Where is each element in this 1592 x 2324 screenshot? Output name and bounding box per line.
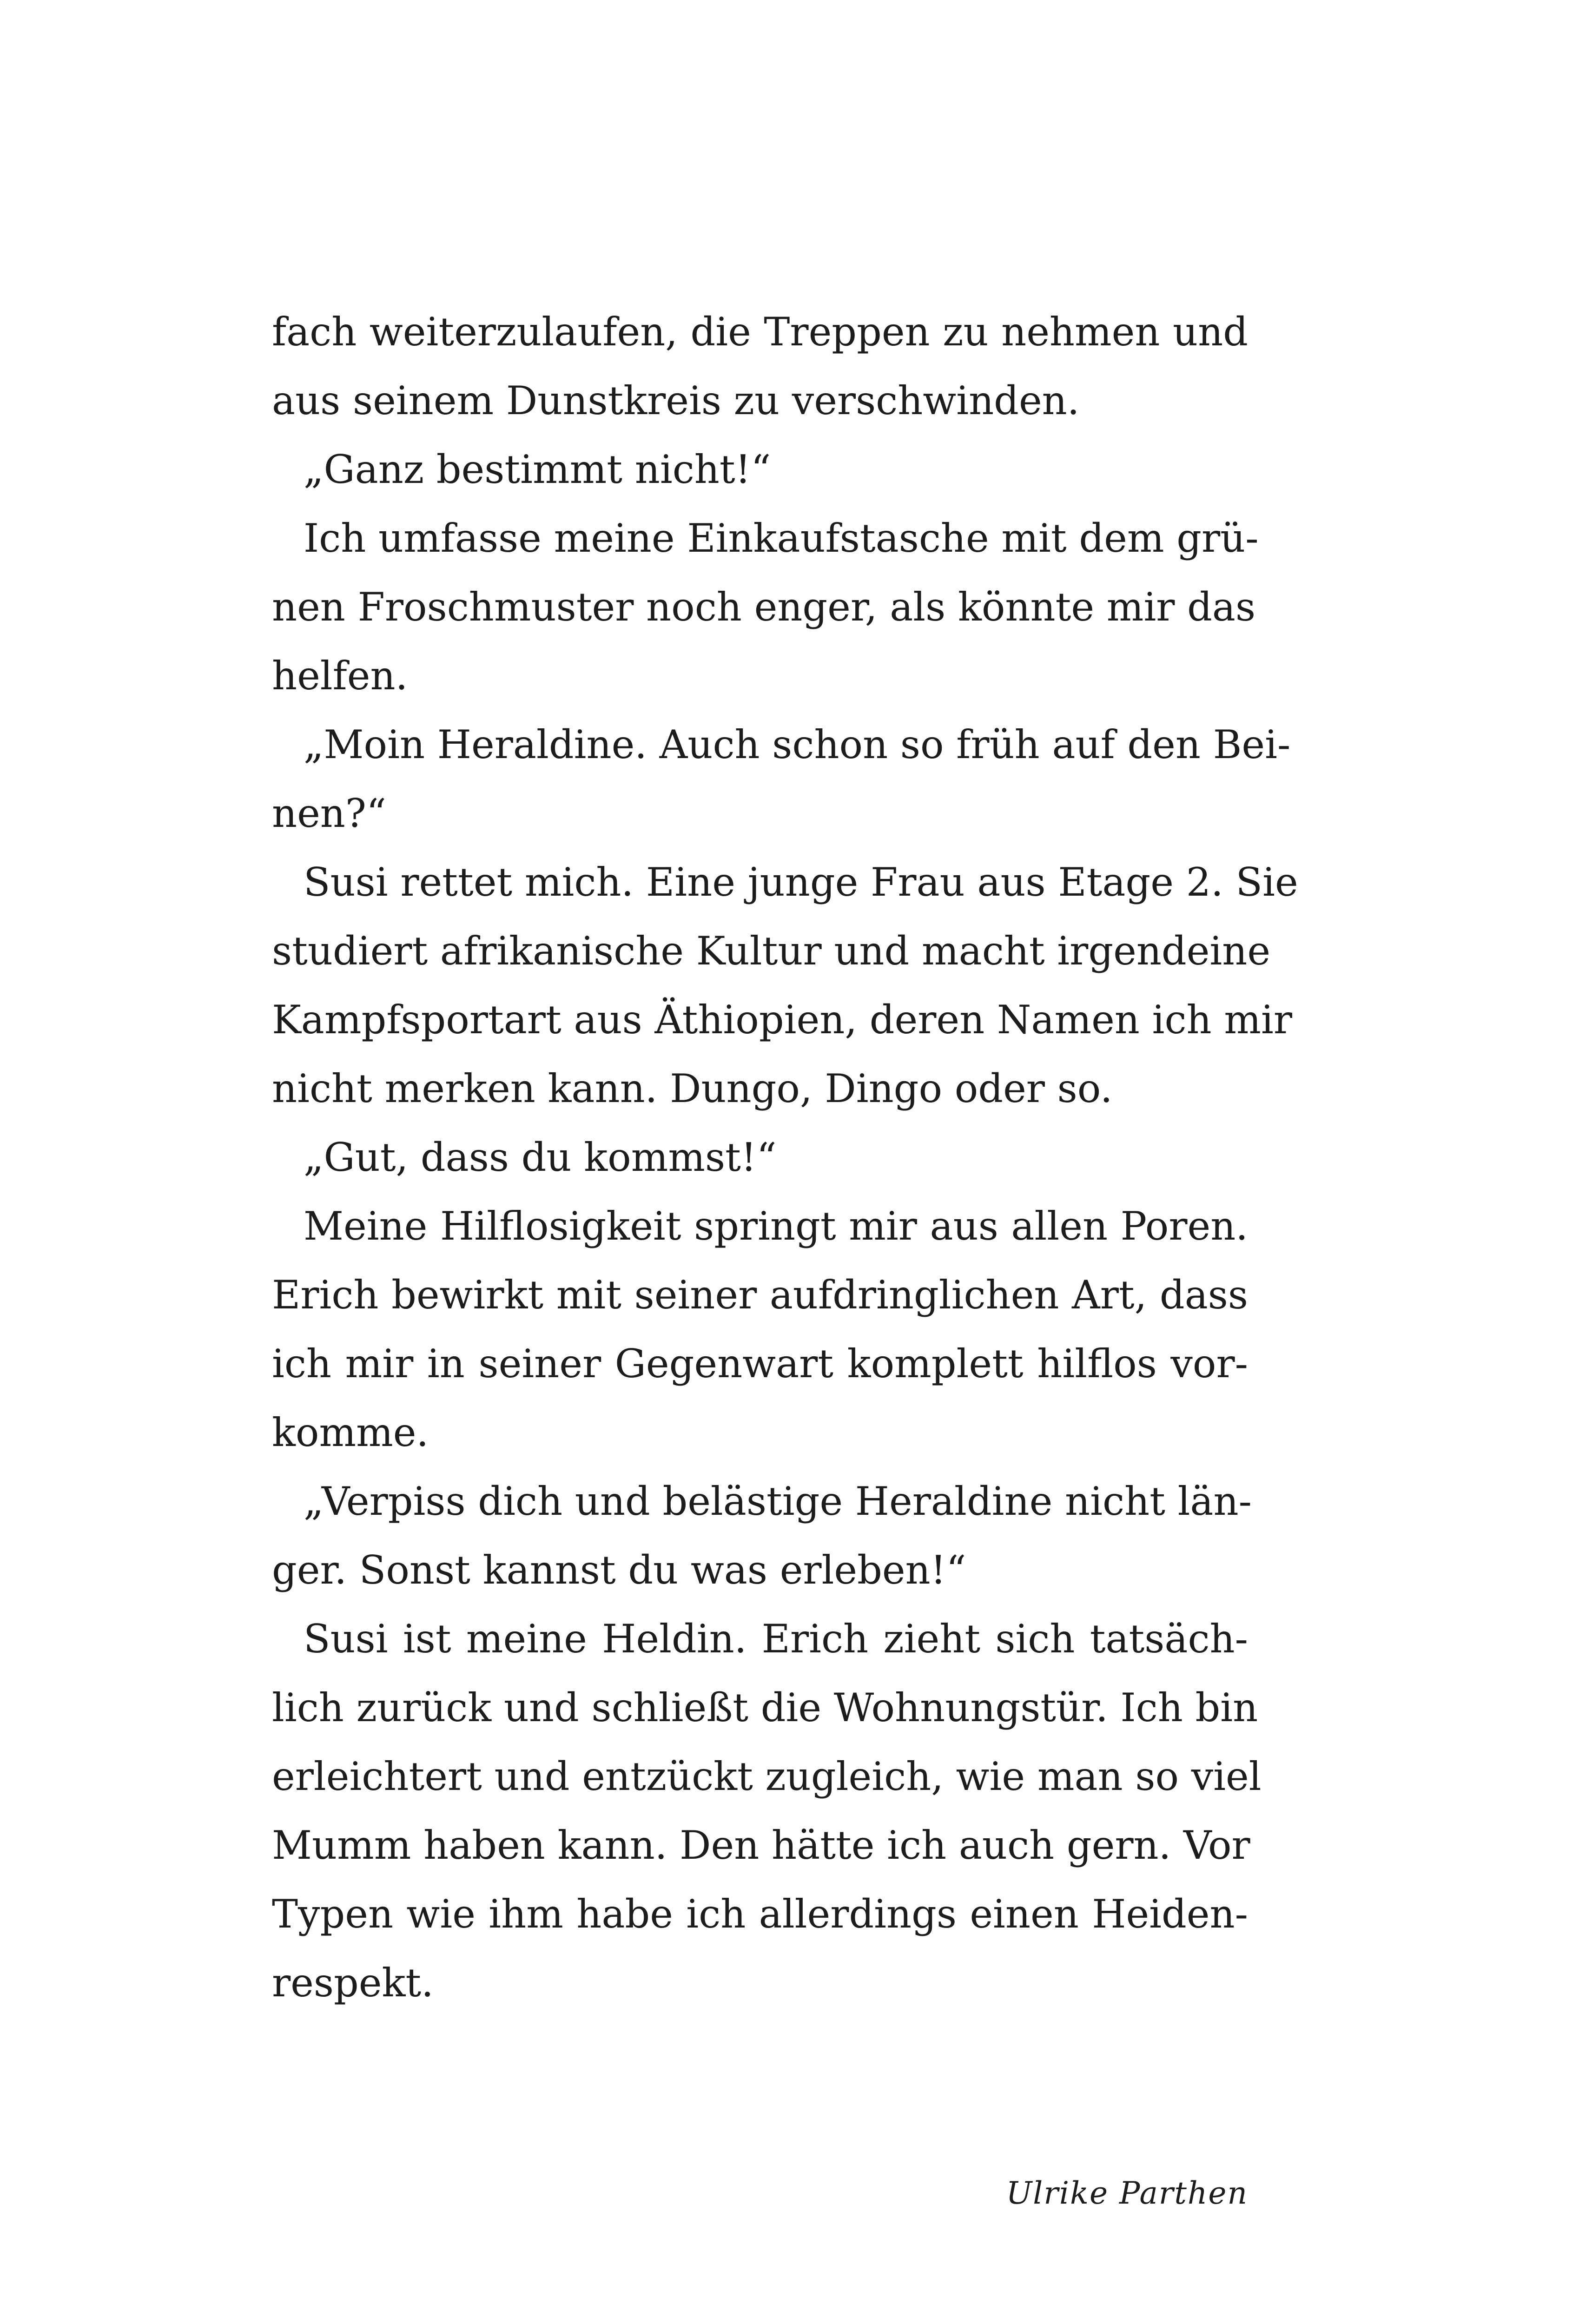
text-line: komme.: [272, 1410, 429, 1455]
text-line: Erich bewirkt mit seiner aufdringlichen Art, dass: [272, 1272, 1248, 1318]
text-line: nicht merken kann. Dungo, Dingo oder so.: [272, 1066, 1113, 1111]
text-line: Susi ist meine Heldin. Erich zieht sich tatsäch-: [304, 1616, 1248, 1662]
running-footer-author: Ulrike Parthen: [1006, 2175, 1248, 2211]
paragraph-9: [272, 1604, 1262, 2017]
text-line: Meine Hilflosigkeit springt mir aus allen Poren.: [304, 1203, 1248, 1249]
text-line: ger. Sonst kannst du was erleben!“: [272, 1547, 966, 1593]
paragraph-6: [272, 1123, 1248, 1192]
text-line: Ich umfasse meine Einkaufstasche mit dem grü-: [304, 515, 1259, 561]
paragraph-7: [272, 1192, 1248, 1467]
text-line: „Gut, dass du kommst!“: [304, 1135, 777, 1180]
body-text: [272, 297, 1298, 2017]
text-line: Typen wie ihm habe ich allerdings einen Heiden-: [272, 1891, 1248, 1937]
paragraph-5: [272, 848, 1298, 1123]
text-line: fach weiterzulaufen, die Treppen zu nehmen und: [272, 309, 1248, 355]
paragraph-2: [272, 435, 1248, 504]
text-line: „Verpiss dich und belästige Heraldine nicht län-: [304, 1479, 1252, 1524]
text-line: Mumm haben kann. Den hätte ich auch gern. Vor: [272, 1822, 1250, 1868]
text-line: erleichtert und entzückt zugleich, wie man so viel: [272, 1754, 1262, 1799]
text-line: aus seinem Dunstkreis zu verschwinden.: [272, 378, 1080, 423]
text-line: Susi rettet mich. Eine junge Frau aus Etage 2. Sie: [304, 859, 1298, 905]
text-line: „Ganz bestimmt nicht!“: [304, 447, 771, 492]
text-line: helfen.: [272, 653, 408, 699]
text-line: studiert afrikanische Kultur und macht irgendeine: [272, 928, 1271, 974]
text-line: nen Froschmuster noch enger, als könnte mir das: [272, 584, 1256, 630]
text-line: respekt.: [272, 1960, 434, 2006]
paragraph-8: [272, 1467, 1252, 1604]
text-line: Kampfsportart aus Äthiopien, deren Namen ich mir: [272, 997, 1292, 1043]
text-line: lich zurück und schließt die Wohnungstür. Ich bin: [272, 1685, 1258, 1730]
paragraph-3: [272, 504, 1259, 710]
paragraph-4: [272, 710, 1291, 848]
text-line: „Moin Heraldine. Auch schon so früh auf den Bei-: [304, 722, 1291, 767]
text-line: nen?“: [272, 791, 386, 836]
text-line: ich mir in seiner Gegenwart komplett hilflos vor-: [272, 1341, 1248, 1386]
paragraph-1: [272, 297, 1248, 435]
